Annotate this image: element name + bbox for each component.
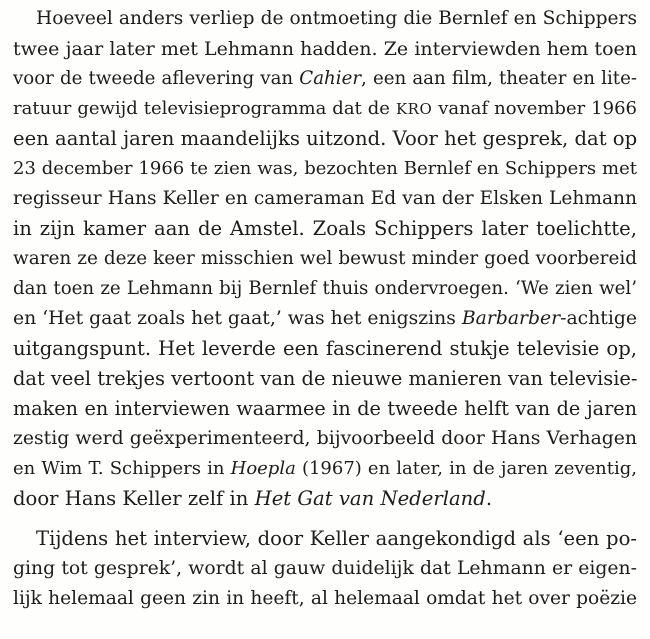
text-line: ging tot gesprek’, wordt al gauw duidelijk dat Lehmann er eigen- <box>13 558 637 579</box>
title-barbarber: Barbarber <box>461 308 561 329</box>
text-line: lijk helemaal geen zin in heeft, al helemaal omdat het over poëzie <box>13 588 637 609</box>
text-line: zestig werd geëxperimenteerd, bijvoorbeeld door Hans Verhagen <box>13 428 637 449</box>
text-line: en Wim T. Schippers in Hoepla (1967) en later, in de jaren zeventig, <box>13 458 637 479</box>
text-line: waren ze deze keer misschien wel bewust minder goed voorbereid <box>13 248 637 269</box>
text-line: maken en interviewen waarmee in de tweede helft van de jaren <box>13 397 637 420</box>
text-line: Tijdens het interview, door Keller aangekondigd als ‘een po- <box>36 527 637 550</box>
text-line: Hoeveel anders verliep de ontmoeting die Bernlef en Schippers <box>36 8 637 29</box>
text-line: 23 december 1966 te zien was, bezochten Bernlef en Schippers met <box>13 158 637 179</box>
title-cahier: Cahier <box>299 68 362 89</box>
title-hoepla: Hoepla <box>230 458 296 479</box>
text-line: een aantal jaren maandelijks uitzond. Voor het gesprek, dat op <box>13 127 638 150</box>
text-line: regisseur Hans Keller en cameraman Ed van der Elsken Lehmann <box>13 188 637 209</box>
text-line: en ‘Het gaat zoals het gaat,’ was het enigszins Barbarber-achtige <box>13 308 637 329</box>
kro-abbreviation: KRO <box>395 100 433 118</box>
text-line: in zijn kamer aan de Amstel. Zoals Schippers later toelichtte, <box>13 217 637 240</box>
text-line: voor de tweede aflevering van Cahier, een aan film, theater en lite- <box>13 68 638 89</box>
text-line: door Hans Keller zelf in Het Gat van Nederland. <box>13 487 493 510</box>
text-line: twee jaar later met Lehmann hadden. Ze interviewden hem toen <box>13 38 637 60</box>
text-line: dat veel trekjes vertoont van de nieuwe manieren van televisie- <box>13 367 638 390</box>
text-line: uitgangspunt. Het leverde een fascinerend stukje televisie op, <box>13 337 637 360</box>
text-line: dan toen ze Lehmann bij Bernlef thuis ondervroegen. ‘We zien wel’ <box>13 278 637 299</box>
text-line: ratuur gewijd televisieprogramma dat de KRO vanaf november 1966 <box>13 98 637 119</box>
title-het-gat-van-nederland: Het Gat van Nederland <box>254 487 486 510</box>
